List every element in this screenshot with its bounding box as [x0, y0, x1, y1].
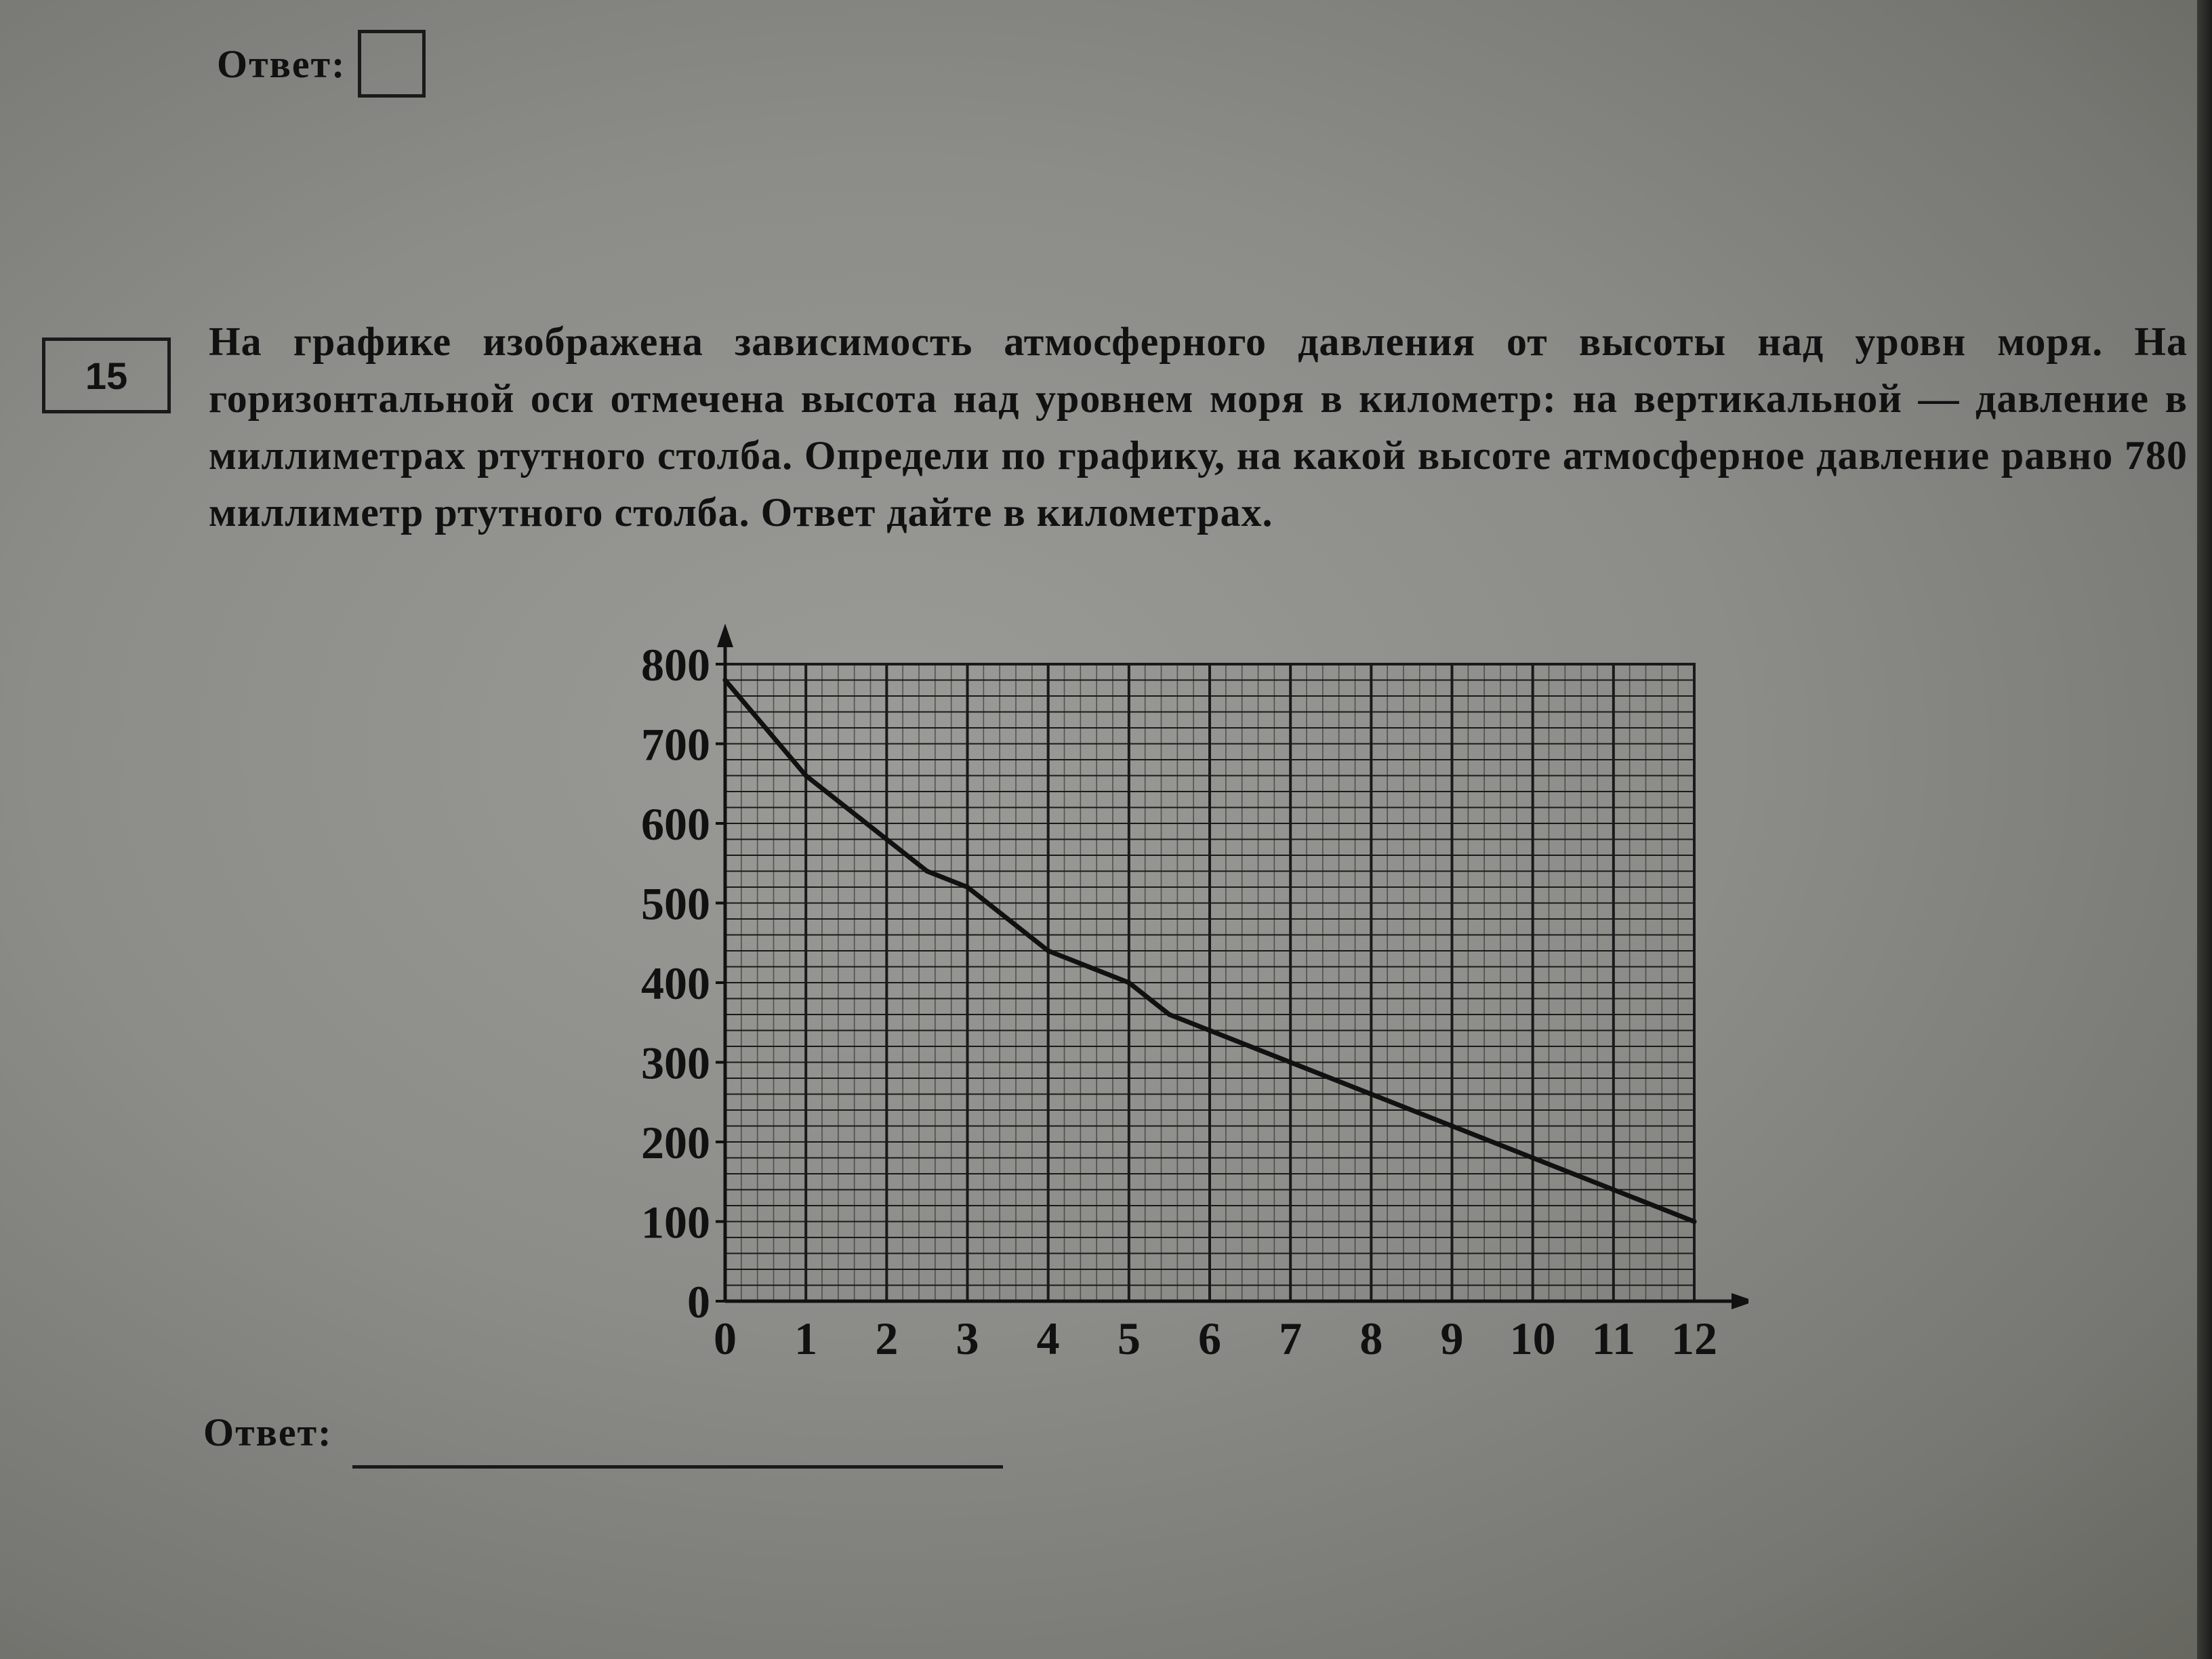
pressure-data-point	[1208, 1028, 1212, 1033]
y-tick-label: 500	[641, 878, 710, 930]
pressure-data-point	[844, 805, 848, 810]
pressure-data-point	[1086, 964, 1091, 969]
pressure-data-point	[763, 726, 768, 731]
x-tick-label: 4	[1036, 1313, 1060, 1364]
page-edge	[2197, 0, 2212, 1659]
x-tick-label: 8	[1359, 1313, 1383, 1364]
answer-label-top: Ответ:	[217, 41, 346, 86]
answer-box[interactable]	[358, 30, 426, 98]
y-tick-label: 400	[641, 958, 710, 1009]
pressure-data-point	[1126, 981, 1131, 985]
y-axis-arrow	[717, 623, 733, 647]
y-tick-label: 200	[641, 1117, 710, 1168]
y-tick-label: 600	[641, 798, 710, 850]
x-tick-label: 6	[1198, 1313, 1221, 1364]
pressure-data-point	[1006, 917, 1010, 922]
x-tick-label: 10	[1509, 1313, 1556, 1364]
answer-line[interactable]	[352, 1465, 1003, 1469]
pressure-data-point	[1046, 949, 1050, 954]
answer-top	[217, 30, 426, 98]
answer-bottom	[203, 1410, 1003, 1455]
pressure-data-point	[1369, 1092, 1374, 1097]
y-tick-label: 700	[641, 718, 710, 771]
x-tick-label: 2	[875, 1313, 899, 1364]
pressure-data-point	[884, 837, 889, 842]
pressure-data-point	[1288, 1060, 1293, 1065]
y-tick-label: 800	[641, 639, 710, 691]
pressure-data-point	[1167, 1012, 1172, 1017]
pressure-data-point	[965, 885, 970, 890]
x-tick-label: 9	[1440, 1313, 1464, 1364]
pressure-data-point	[1450, 1124, 1454, 1128]
y-tick-label: 0	[687, 1276, 710, 1328]
x-tick-label: 3	[956, 1313, 979, 1364]
pressure-data-point	[1530, 1155, 1535, 1160]
x-tick-label: 1	[794, 1313, 818, 1364]
y-tick-label: 100	[641, 1196, 710, 1248]
x-tick-label: 7	[1279, 1313, 1303, 1364]
x-tick-labels	[714, 1313, 1717, 1364]
task-text: На графике изображена зависимость атмосферного давления от высоты над уровн моря. На горизонтальной оси отмечена высота над уровнем моря в километр: на вертикальной — давление в миллиметрах ртутного столба. Определи по графику, на какой высоте атмосферное давление равно 780 миллиметр ртутного столба. Ответ дайте в километрах.	[209, 319, 2188, 535]
y-tick-label: 300	[641, 1037, 710, 1089]
pressure-data-point	[1611, 1187, 1616, 1192]
x-axis-arrow	[1732, 1293, 1748, 1309]
pressure-altitude-chart	[596, 623, 1748, 1382]
x-tick-label: 0	[714, 1313, 737, 1364]
answer-label-bottom: Ответ:	[203, 1410, 333, 1454]
x-tick-label: 11	[1591, 1313, 1635, 1364]
pressure-data-point	[723, 678, 728, 682]
x-tick-label: 5	[1117, 1313, 1141, 1364]
x-tick-label: 12	[1671, 1313, 1717, 1364]
y-tick-labels	[641, 639, 710, 1328]
pressure-data-point	[924, 869, 929, 874]
task-number-box	[42, 337, 171, 413]
task-number: 15	[85, 354, 128, 397]
pressure-data-point	[1692, 1219, 1697, 1224]
pressure-data-point	[804, 773, 808, 778]
